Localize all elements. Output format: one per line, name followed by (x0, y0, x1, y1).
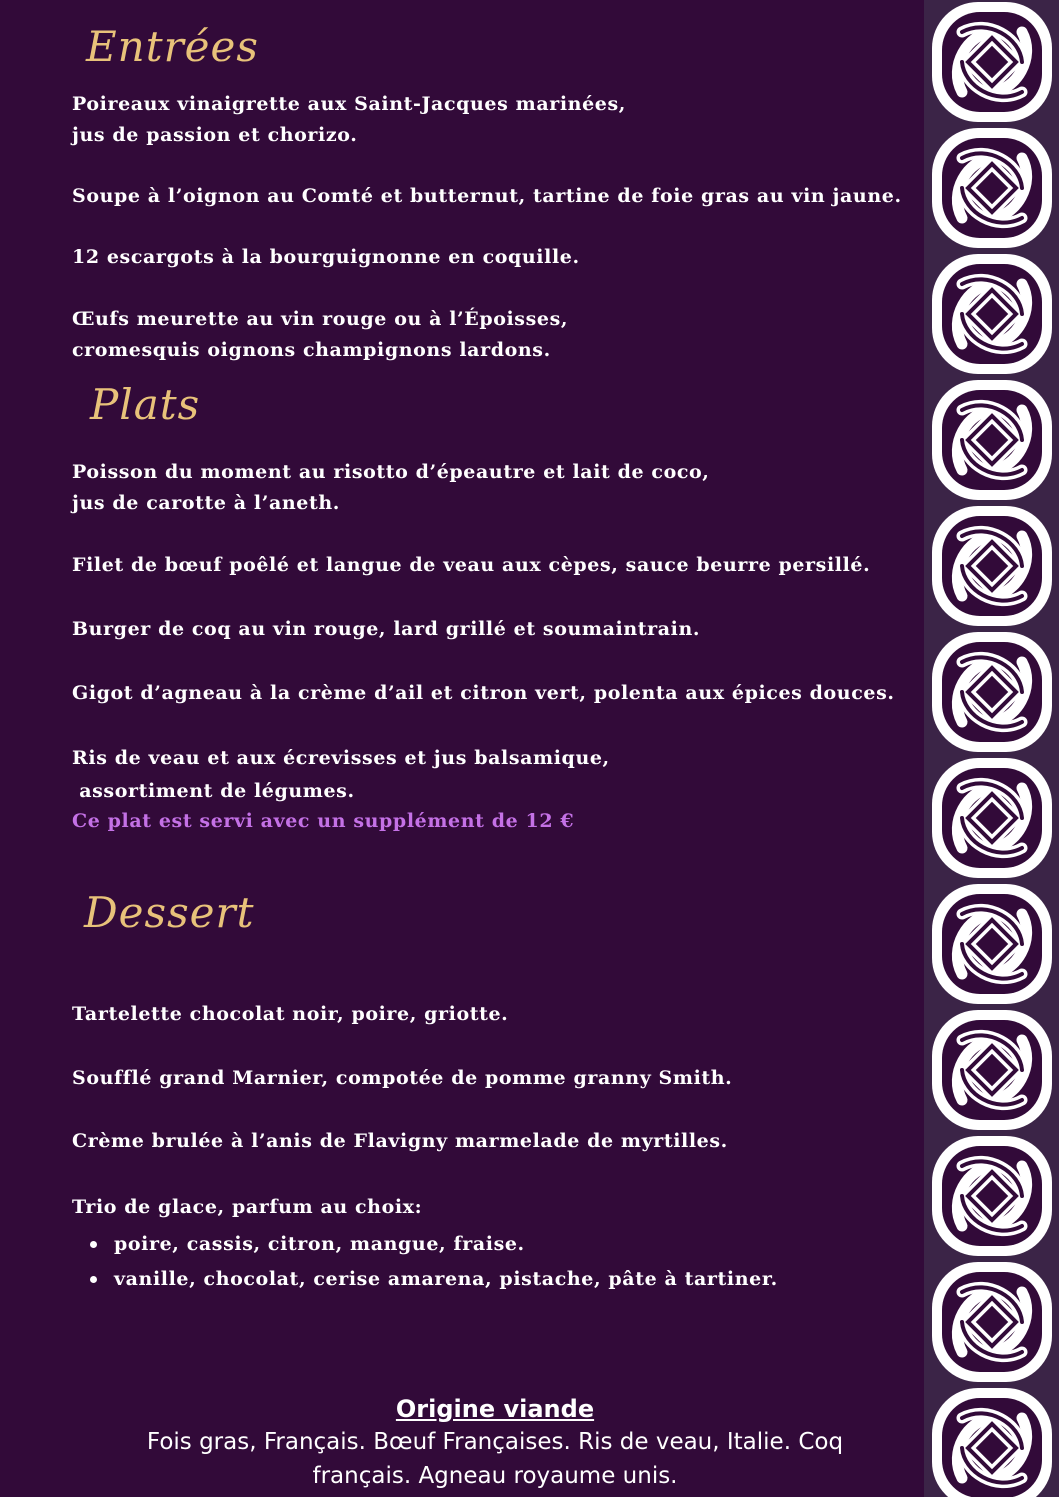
dessert-4-line-1: Trio de glace, parfum au choix: (72, 1196, 423, 1218)
plat-1-line-2: jus de carotte à l’aneth. (72, 492, 340, 514)
entree-1 (72, 89, 626, 151)
entree-3 (72, 242, 580, 273)
plat-4-line-1: Gigot d’agneau à la crème d’ail et citron vert, polenta aux épices douces. (72, 682, 895, 704)
plat-5-line-1: Ris de veau et aux écrevisses et jus balsamique, (72, 747, 610, 769)
plats-heading: Plats (90, 380, 201, 429)
celtic-knot-icon (928, 628, 1056, 756)
plat-3 (72, 614, 700, 645)
celtic-knot-icon (928, 1258, 1056, 1386)
celtic-knot-icon (928, 1384, 1056, 1497)
plat-3-line-1 (72, 614, 700, 645)
origin-line-2: français. Agneau royaume unis. (312, 1463, 678, 1489)
celtic-knot-icon (928, 1006, 1056, 1134)
entree-4-line-2: cromesquis oignons champignons lardons. (72, 339, 551, 361)
dessert-3 (72, 1126, 728, 1157)
burger-label: Burger (72, 618, 151, 640)
dessert-4 (72, 1192, 422, 1223)
celtic-knot-icon (928, 880, 1056, 1008)
plat-3-rest: de coq au vin rouge, lard grillé et soumaintrain. (150, 618, 701, 640)
origin-title: Origine viande (395, 1395, 595, 1423)
supplement-note: Ce plat est servi avec un supplément de 12 € (72, 810, 575, 832)
entree-2-line-1: Soupe à l’oignon au Comté et butternut, tartine de foie gras au vin jaune. (72, 185, 902, 207)
origin-line-1: Fois gras, Français. Bœuf Françaises. Ris de veau, Italie. Coq (146, 1429, 844, 1455)
entree-4 (72, 304, 568, 366)
origin-text (130, 1425, 860, 1493)
plat-5-line-2: assortiment de légumes. (72, 780, 355, 802)
celtic-knot-icon (928, 754, 1056, 882)
list-item: vanille, chocolat, cerise amarena, pistache, pâte à tartiner. (72, 1262, 778, 1297)
celtic-knot-icon (928, 376, 1056, 504)
celtic-knot-icon (928, 0, 1056, 126)
plat-1-line-1: Poisson du moment au risotto d’épeautre et lait de coco, (72, 461, 710, 483)
dessert-heading: Dessert (84, 888, 255, 937)
plat-4 (72, 678, 895, 709)
entree-3-line-1: 12 escargots à la bourguignonne en coquille. (72, 246, 580, 268)
dessert-2 (72, 1063, 732, 1094)
celtic-knot-icon (928, 1132, 1056, 1260)
entree-1-line-2: jus de passion et chorizo. (72, 124, 358, 146)
list-item: poire, cassis, citron, mangue, fraise. (72, 1227, 778, 1262)
celtic-knot-icon (928, 124, 1056, 252)
entree-1-line-1: Poireaux vinaigrette aux Saint-Jacques marinées, (72, 93, 626, 115)
plat-2 (72, 550, 870, 581)
entree-4-line-1: Œufs meurette au vin rouge ou à l’Époisses, (72, 308, 569, 330)
dessert-1-line-1: Tartelette chocolat noir, poire, griotte. (72, 1003, 509, 1025)
celtic-knot-icon (928, 502, 1056, 630)
dessert-1 (72, 999, 508, 1030)
dessert-3-line-1: Crème brulée à l’anis de Flavigny marmelade de myrtilles. (72, 1130, 728, 1152)
plat-5 (72, 742, 610, 808)
plat-1 (72, 457, 710, 519)
decorative-border (924, 0, 1059, 1497)
entree-2 (72, 181, 902, 212)
dessert-2-line-1: Soufflé grand Marnier, compotée de pomme granny Smith. (72, 1067, 733, 1089)
celtic-knot-icon (928, 250, 1056, 378)
plat-2-line-1: Filet de bœuf poêlé et langue de veau aux cèpes, sauce beurre persillé. (72, 554, 871, 576)
entrees-heading: Entrées (86, 22, 259, 71)
origin-block (130, 1395, 860, 1493)
ice-flavour-list (72, 1227, 778, 1297)
